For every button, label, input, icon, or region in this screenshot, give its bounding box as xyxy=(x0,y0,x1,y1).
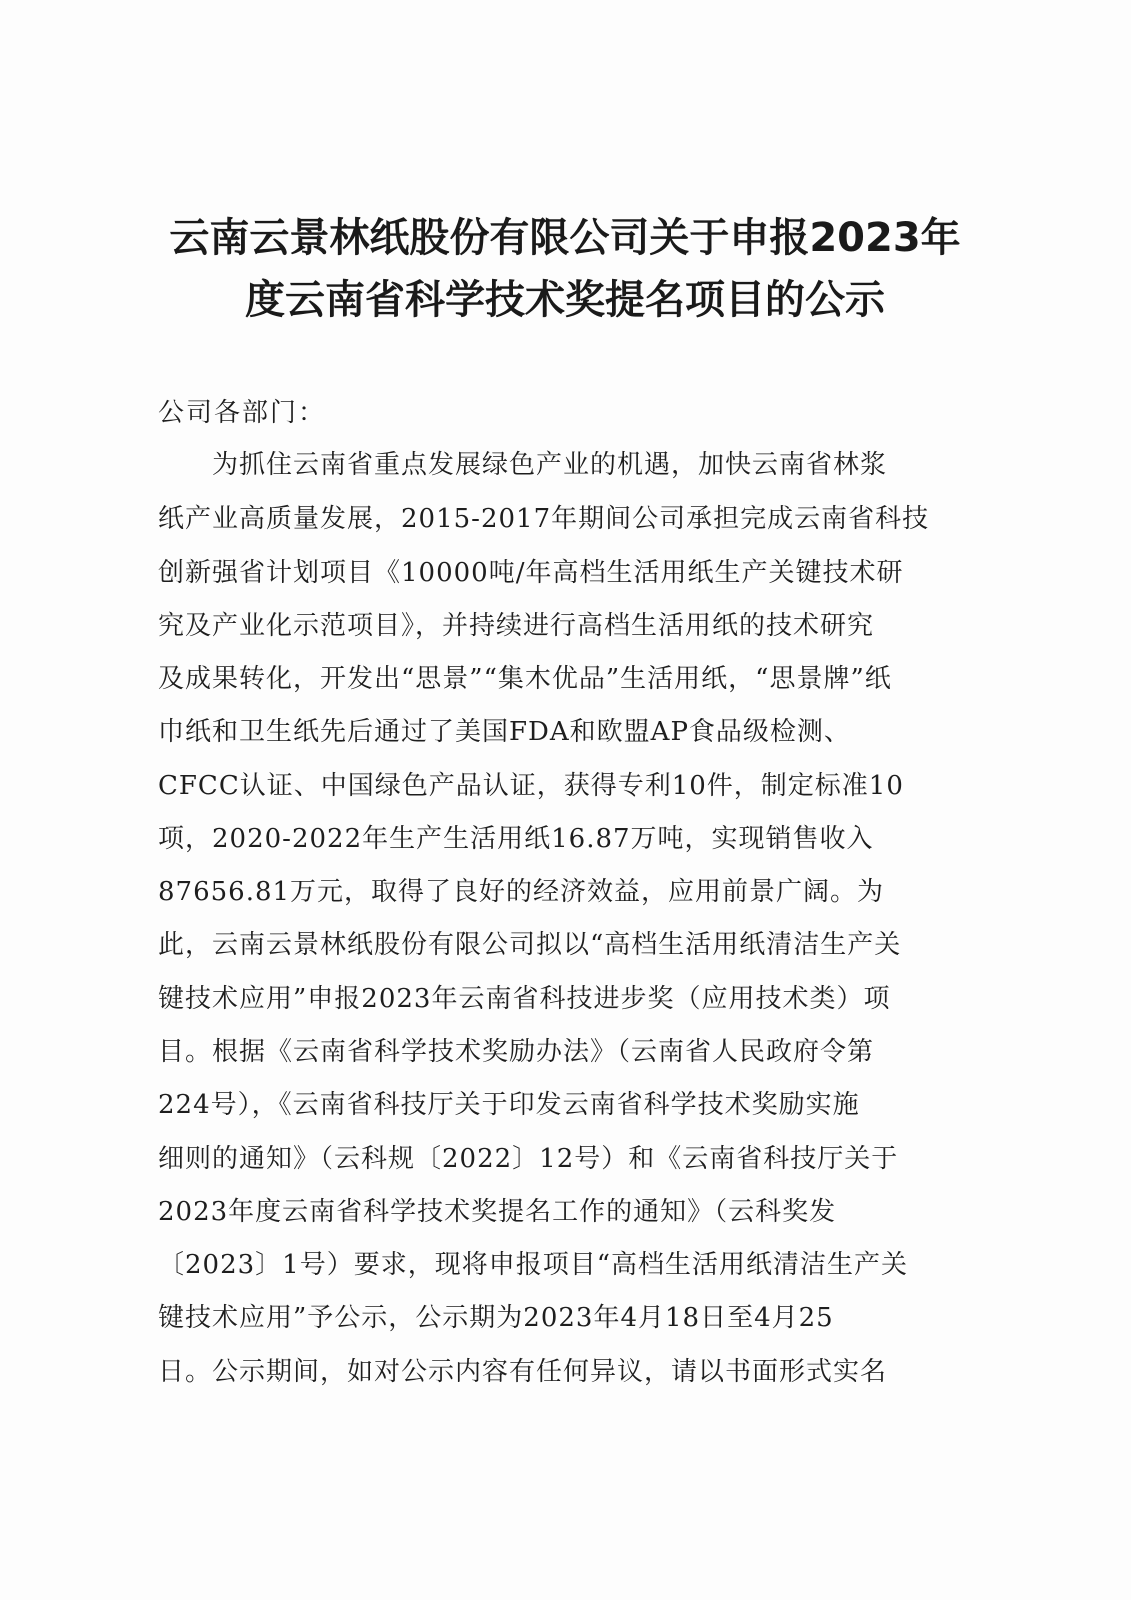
body-text-line: 为抓住云南省重点发展绿色产业的机遇，加快云南省林浆 xyxy=(158,450,888,480)
body-text-line: 巾纸和卫生纸先后通过了美国FDA和欧盟AP食品级检测、 xyxy=(158,717,851,747)
document-title-line-1: 云南云景林纸股份有限公司关于申报2023年 xyxy=(169,215,961,261)
body-text-line: 及成果转化，开发出“思景”“集木优品”生活用纸，“思景牌”纸 xyxy=(158,664,892,694)
body-text-line: 细则的通知》（云科规〔2022〕12号）和《云南省科技厅关于 xyxy=(158,1144,899,1174)
body-text-line: 日。公示期间，如对公示内容有任何异议，请以书面形式实名 xyxy=(158,1357,888,1387)
body-text-line: 目。根据《云南省科学技术奖励办法》（云南省人民政府令第 xyxy=(158,1037,875,1067)
body-text-line: 项，2020-2022年生产生活用纸16.87万吨，实现销售收入 xyxy=(158,824,874,854)
document-title-line-2: 度云南省科学技术奖提名项目的公示 xyxy=(245,277,885,323)
body-text-line: CFCC认证、中国绿色产品认证，获得专利10件，制定标准10 xyxy=(158,771,904,801)
body-text-line: 创新强省计划项目《10000吨/年高档生活用纸生产关键技术研 xyxy=(158,558,904,588)
body-text-line: 键技术应用”予公示，公示期为2023年4月18日至4月25 xyxy=(158,1303,834,1333)
body-text-line: 纸产业高质量发展，2015-2017年期间公司承担完成云南省科技 xyxy=(158,504,930,534)
body-text-line: 键技术应用”申报2023年云南省科技进步奖（应用技术类）项 xyxy=(158,984,891,1014)
body-text-line: 87656.81万元，取得了良好的经济效益，应用前景广阔。为 xyxy=(158,877,885,907)
body-text-line: 224号），《云南省科技厅关于印发云南省科学技术奖励实施 xyxy=(158,1090,860,1120)
salutation: 公司各部门： xyxy=(158,398,327,428)
body-text-line: 2023年度云南省科学技术奖提名工作的通知》（云科奖发 xyxy=(158,1197,837,1227)
body-text-line: 究及产业化示范项目》，并持续进行高档生活用纸的技术研究 xyxy=(158,611,875,641)
body-text-line: 此，云南云景林纸股份有限公司拟以“高档生活用纸清洁生产关 xyxy=(158,930,902,960)
body-text-line: 〔2023〕1号）要求，现将申报项目“高档生活用纸清洁生产关 xyxy=(158,1250,909,1280)
